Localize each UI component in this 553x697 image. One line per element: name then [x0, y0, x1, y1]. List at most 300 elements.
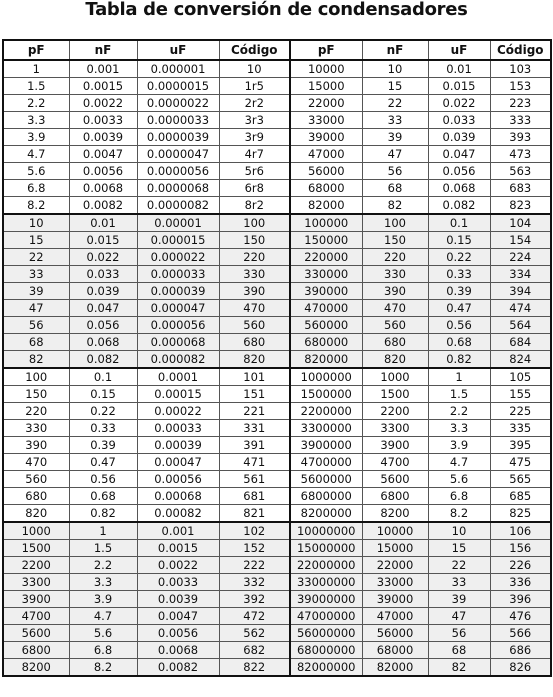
- table-cell: 472: [219, 608, 290, 625]
- table-cell: 223: [490, 95, 551, 112]
- table-cell: 1.5: [3, 78, 69, 95]
- table-cell: 0.0000022: [137, 95, 219, 112]
- table-row: [3, 146, 551, 163]
- table-cell: 1: [428, 368, 490, 386]
- table-cell: 33000: [362, 574, 428, 591]
- table-cell: 0.0039: [69, 129, 137, 146]
- table-cell: 0.22: [428, 249, 490, 266]
- table-cell: 150: [3, 386, 69, 403]
- table-cell: 150: [219, 232, 290, 249]
- table-cell: 0.01: [69, 214, 137, 232]
- table-cell: 0.0068: [137, 642, 219, 659]
- table-cell: 0.82: [428, 351, 490, 369]
- table-cell: 8200: [362, 505, 428, 523]
- table-cell: 15: [362, 78, 428, 95]
- table-cell: 10: [219, 60, 290, 78]
- table-row: [3, 437, 551, 454]
- table-cell: 1500000: [290, 386, 362, 403]
- table-cell: 685: [490, 488, 551, 505]
- table-cell: 0.33: [69, 420, 137, 437]
- table-cell: 47: [428, 608, 490, 625]
- table-cell: 3.9: [3, 129, 69, 146]
- table-row: [3, 317, 551, 334]
- table-cell: 331: [219, 420, 290, 437]
- table-cell: 226: [490, 557, 551, 574]
- table-cell: 0.0000015: [137, 78, 219, 95]
- table-cell: 5r6: [219, 163, 290, 180]
- table-cell: 0.0001: [137, 368, 219, 386]
- table-cell: 390: [3, 437, 69, 454]
- table-cell: 476: [490, 608, 551, 625]
- table-cell: 2200: [362, 403, 428, 420]
- table-row: [3, 591, 551, 608]
- table-cell: 82: [362, 197, 428, 215]
- table-cell: 5600: [3, 625, 69, 642]
- table-cell: 6.8: [3, 180, 69, 197]
- table-cell: 0.39: [69, 437, 137, 454]
- table-row: [3, 180, 551, 197]
- table-cell: 10: [3, 214, 69, 232]
- table-cell: 33000: [290, 112, 362, 129]
- table-cell: 10000: [290, 60, 362, 78]
- table-cell: 826: [490, 659, 551, 677]
- table-cell: 47000000: [290, 608, 362, 625]
- table-cell: 155: [490, 386, 551, 403]
- table-row: [3, 471, 551, 488]
- table-cell: 22: [3, 249, 69, 266]
- table-cell: 820: [219, 351, 290, 369]
- table-cell: 22: [362, 95, 428, 112]
- table-row: [3, 232, 551, 249]
- table-row: [3, 129, 551, 146]
- table-cell: 3.9: [428, 437, 490, 454]
- table-cell: 330000: [290, 266, 362, 283]
- table-cell: 0.22: [69, 403, 137, 420]
- table-cell: 15000000: [290, 540, 362, 557]
- table-cell: 68: [3, 334, 69, 351]
- table-cell: 0.068: [69, 334, 137, 351]
- table-cell: 82000: [362, 659, 428, 677]
- table-cell: 0.00033: [137, 420, 219, 437]
- table-cell: 22: [428, 557, 490, 574]
- table-cell: 0.000039: [137, 283, 219, 300]
- table-cell: 823: [490, 197, 551, 215]
- table-cell: 0.0033: [137, 574, 219, 591]
- table-cell: 0.000047: [137, 300, 219, 317]
- table-cell: 680000: [290, 334, 362, 351]
- table-cell: 6800000: [290, 488, 362, 505]
- table-cell: 33: [362, 112, 428, 129]
- table-cell: 822: [219, 659, 290, 677]
- header-row: [3, 40, 551, 60]
- table-row: [3, 557, 551, 574]
- table-cell: 330: [219, 266, 290, 283]
- table-row: [3, 403, 551, 420]
- table-cell: 6.8: [69, 642, 137, 659]
- table-cell: 82000: [290, 197, 362, 215]
- table-cell: 0.00056: [137, 471, 219, 488]
- table-cell: 0.000015: [137, 232, 219, 249]
- table-cell: 100: [3, 368, 69, 386]
- table-cell: 0.082: [69, 351, 137, 369]
- table-cell: 104: [490, 214, 551, 232]
- table-cell: 100: [219, 214, 290, 232]
- table-cell: 470000: [290, 300, 362, 317]
- table-cell: 560: [362, 317, 428, 334]
- table-cell: 0.039: [428, 129, 490, 146]
- table-cell: 0.015: [428, 78, 490, 95]
- table-cell: 5.6: [69, 625, 137, 642]
- table-cell: 47: [3, 300, 69, 317]
- table-cell: 4700000: [290, 454, 362, 471]
- table-cell: 105: [490, 368, 551, 386]
- table-cell: 22000: [362, 557, 428, 574]
- table-cell: 0.0047: [137, 608, 219, 625]
- table-cell: 336: [490, 574, 551, 591]
- table-cell: 332: [219, 574, 290, 591]
- table-row: [3, 625, 551, 642]
- table-cell: 560: [219, 317, 290, 334]
- table-cell: 0.033: [69, 266, 137, 283]
- table-row: [3, 334, 551, 351]
- table-cell: 390: [362, 283, 428, 300]
- table-cell: 1500: [3, 540, 69, 557]
- table-cell: 0.00015: [137, 386, 219, 403]
- table-cell: 47000: [290, 146, 362, 163]
- table-cell: 10000: [362, 522, 428, 540]
- table-cell: 680: [362, 334, 428, 351]
- table-row: [3, 608, 551, 625]
- table-cell: 0.039: [69, 283, 137, 300]
- table-row: [3, 249, 551, 266]
- table-cell: 10: [428, 522, 490, 540]
- table-cell: 68: [362, 180, 428, 197]
- table-cell: 680: [3, 488, 69, 505]
- table-cell: 68000000: [290, 642, 362, 659]
- table-cell: 39000: [362, 591, 428, 608]
- table-cell: 0.047: [69, 300, 137, 317]
- table-cell: 470: [362, 300, 428, 317]
- table-row: [3, 574, 551, 591]
- table-cell: 2.2: [428, 403, 490, 420]
- table-cell: 474: [490, 300, 551, 317]
- table-row: [3, 540, 551, 557]
- table-cell: 3r3: [219, 112, 290, 129]
- table-cell: 0.022: [69, 249, 137, 266]
- table-row: [3, 505, 551, 523]
- table-cell: 5.6: [3, 163, 69, 180]
- table-cell: 0.0022: [69, 95, 137, 112]
- table-cell: 102: [219, 522, 290, 540]
- table-cell: 1000000: [290, 368, 362, 386]
- table-cell: 820000: [290, 351, 362, 369]
- table-row: [3, 522, 551, 540]
- table-cell: 56: [362, 163, 428, 180]
- table-cell: 151: [219, 386, 290, 403]
- table-cell: 150: [362, 232, 428, 249]
- table-cell: 683: [490, 180, 551, 197]
- table-cell: 1: [69, 522, 137, 540]
- table-cell: 820: [362, 351, 428, 369]
- column-header: pF: [290, 40, 362, 60]
- table-cell: 4700: [3, 608, 69, 625]
- table-cell: 100000: [290, 214, 362, 232]
- table-row: [3, 454, 551, 471]
- table-cell: 10: [362, 60, 428, 78]
- table-cell: 22000000: [290, 557, 362, 574]
- table-row: [3, 266, 551, 283]
- table-row: [3, 60, 551, 78]
- table-cell: 22000: [290, 95, 362, 112]
- table-cell: 0.0000056: [137, 163, 219, 180]
- table-cell: 560: [3, 471, 69, 488]
- table-cell: 0.33: [428, 266, 490, 283]
- column-header: pF: [3, 40, 69, 60]
- table-cell: 0.00001: [137, 214, 219, 232]
- table-cell: 3.3: [3, 112, 69, 129]
- table-cell: 56: [428, 625, 490, 642]
- table-cell: 8.2: [3, 197, 69, 215]
- table-cell: 1: [3, 60, 69, 78]
- table-cell: 473: [490, 146, 551, 163]
- table-cell: 2200: [3, 557, 69, 574]
- table-cell: 15: [428, 540, 490, 557]
- table-cell: 6800: [362, 488, 428, 505]
- table-cell: 0.47: [428, 300, 490, 317]
- table-cell: 821: [219, 505, 290, 523]
- table-cell: 5600: [362, 471, 428, 488]
- table-cell: 0.0015: [137, 540, 219, 557]
- table-cell: 15: [3, 232, 69, 249]
- table-row: [3, 283, 551, 300]
- table-cell: 1500: [362, 386, 428, 403]
- table-cell: 335: [490, 420, 551, 437]
- table-cell: 2.2: [69, 557, 137, 574]
- table-cell: 68000: [290, 180, 362, 197]
- table-cell: 3.3: [69, 574, 137, 591]
- table-cell: 0.015: [69, 232, 137, 249]
- table-cell: 152: [219, 540, 290, 557]
- table-cell: 6r8: [219, 180, 290, 197]
- table-cell: 686: [490, 642, 551, 659]
- table-cell: 3300: [3, 574, 69, 591]
- table-cell: 3900000: [290, 437, 362, 454]
- table-cell: 2r2: [219, 95, 290, 112]
- table-row: [3, 420, 551, 437]
- table-cell: 561: [219, 471, 290, 488]
- table-cell: 470: [3, 454, 69, 471]
- table-cell: 820: [3, 505, 69, 523]
- table-cell: 330: [3, 420, 69, 437]
- table-cell: 5600000: [290, 471, 362, 488]
- table-cell: 4.7: [428, 454, 490, 471]
- table-cell: 680: [219, 334, 290, 351]
- table-cell: 0.56: [69, 471, 137, 488]
- table-cell: 0.39: [428, 283, 490, 300]
- table-cell: 1000: [362, 368, 428, 386]
- table-cell: 222: [219, 557, 290, 574]
- table-cell: 0.000082: [137, 351, 219, 369]
- table-cell: 0.0022: [137, 557, 219, 574]
- table-cell: 681: [219, 488, 290, 505]
- table-cell: 0.000068: [137, 334, 219, 351]
- table-row: [3, 112, 551, 129]
- table-cell: 82: [428, 659, 490, 677]
- table-cell: 56000000: [290, 625, 362, 642]
- table-cell: 8.2: [69, 659, 137, 677]
- table-cell: 562: [219, 625, 290, 642]
- table-cell: 0.001: [137, 522, 219, 540]
- table-cell: 56000: [362, 625, 428, 642]
- table-cell: 824: [490, 351, 551, 369]
- table-cell: 2.2: [3, 95, 69, 112]
- table-cell: 220: [362, 249, 428, 266]
- table-cell: 682: [219, 642, 290, 659]
- table-cell: 15000: [290, 78, 362, 95]
- table-cell: 0.00068: [137, 488, 219, 505]
- table-cell: 0.00022: [137, 403, 219, 420]
- table-cell: 0.15: [428, 232, 490, 249]
- table-row: [3, 163, 551, 180]
- table-cell: 0.0082: [137, 659, 219, 677]
- table-cell: 0.0082: [69, 197, 137, 215]
- table-cell: 1000: [3, 522, 69, 540]
- table-cell: 3r9: [219, 129, 290, 146]
- table-cell: 391: [219, 437, 290, 454]
- table-cell: 334: [490, 266, 551, 283]
- table-cell: 0.82: [69, 505, 137, 523]
- table-cell: 8200000: [290, 505, 362, 523]
- table-cell: 565: [490, 471, 551, 488]
- table-cell: 0.056: [428, 163, 490, 180]
- table-cell: 10000000: [290, 522, 362, 540]
- table-cell: 0.0068: [69, 180, 137, 197]
- table-cell: 225: [490, 403, 551, 420]
- table-cell: 68: [428, 642, 490, 659]
- table-cell: 4.7: [3, 146, 69, 163]
- table-row: [3, 300, 551, 317]
- table-cell: 0.001: [69, 60, 137, 78]
- table-cell: 684: [490, 334, 551, 351]
- table-row: [3, 488, 551, 505]
- table-cell: 8.2: [428, 505, 490, 523]
- table-cell: 0.000033: [137, 266, 219, 283]
- table-cell: 0.00039: [137, 437, 219, 454]
- table-cell: 220000: [290, 249, 362, 266]
- table-cell: 3.3: [428, 420, 490, 437]
- table-cell: 220: [219, 249, 290, 266]
- table-cell: 396: [490, 591, 551, 608]
- table-cell: 3900: [362, 437, 428, 454]
- table-cell: 0.01: [428, 60, 490, 78]
- column-header: nF: [69, 40, 137, 60]
- table-cell: 0.00047: [137, 454, 219, 471]
- table-cell: 47000: [362, 608, 428, 625]
- table-cell: 330: [362, 266, 428, 283]
- table-cell: 0.0033: [69, 112, 137, 129]
- table-cell: 390000: [290, 283, 362, 300]
- table-cell: 0.000056: [137, 317, 219, 334]
- table-cell: 0.00082: [137, 505, 219, 523]
- column-header: nF: [362, 40, 428, 60]
- table-cell: 560000: [290, 317, 362, 334]
- table-cell: 6.8: [428, 488, 490, 505]
- table-cell: 0.082: [428, 197, 490, 215]
- table-cell: 0.68: [69, 488, 137, 505]
- table-cell: 0.0000082: [137, 197, 219, 215]
- table-cell: 394: [490, 283, 551, 300]
- table-cell: 395: [490, 437, 551, 454]
- table-cell: 3.9: [69, 591, 137, 608]
- column-header: uF: [428, 40, 490, 60]
- table-cell: 39: [362, 129, 428, 146]
- table-cell: 825: [490, 505, 551, 523]
- table-cell: 39000: [290, 129, 362, 146]
- table-cell: 39: [428, 591, 490, 608]
- table-cell: 33: [3, 266, 69, 283]
- table-cell: 0.068: [428, 180, 490, 197]
- table-cell: 0.0015: [69, 78, 137, 95]
- table-cell: 0.0056: [69, 163, 137, 180]
- table-row: [3, 78, 551, 95]
- table-cell: 4700: [362, 454, 428, 471]
- table-cell: 0.68: [428, 334, 490, 351]
- table-cell: 100: [362, 214, 428, 232]
- table-cell: 5.6: [428, 471, 490, 488]
- table-cell: 106: [490, 522, 551, 540]
- table-cell: 8r2: [219, 197, 290, 215]
- table-cell: 82: [3, 351, 69, 369]
- table-row: [3, 659, 551, 677]
- table-row: [3, 386, 551, 403]
- table-cell: 3300000: [290, 420, 362, 437]
- table-cell: 0.0047: [69, 146, 137, 163]
- table-cell: 563: [490, 163, 551, 180]
- table-cell: 1.5: [428, 386, 490, 403]
- table-cell: 224: [490, 249, 551, 266]
- table-cell: 0.56: [428, 317, 490, 334]
- table-cell: 56: [3, 317, 69, 334]
- table-cell: 221: [219, 403, 290, 420]
- table-cell: 68000: [362, 642, 428, 659]
- table-body: [3, 60, 551, 676]
- table-cell: 39000000: [290, 591, 362, 608]
- table-cell: 39: [3, 283, 69, 300]
- table-cell: 333: [490, 112, 551, 129]
- table-cell: 390: [219, 283, 290, 300]
- table-cell: 0.0000047: [137, 146, 219, 163]
- page-title: Tabla de conversión de condensadores: [85, 0, 468, 20]
- table-cell: 0.47: [69, 454, 137, 471]
- table-row: [3, 214, 551, 232]
- table-cell: 101: [219, 368, 290, 386]
- table-cell: 15000: [362, 540, 428, 557]
- table-cell: 56000: [290, 163, 362, 180]
- table-cell: 220: [3, 403, 69, 420]
- table-row: [3, 95, 551, 112]
- table-cell: 564: [490, 317, 551, 334]
- table-cell: 154: [490, 232, 551, 249]
- column-header: uF: [137, 40, 219, 60]
- table-cell: 0.033: [428, 112, 490, 129]
- table-cell: 0.0000068: [137, 180, 219, 197]
- table-cell: 0.047: [428, 146, 490, 163]
- table-cell: 566: [490, 625, 551, 642]
- table-cell: 103: [490, 60, 551, 78]
- column-header: Código: [490, 40, 551, 60]
- table-cell: 470: [219, 300, 290, 317]
- table-row: [3, 642, 551, 659]
